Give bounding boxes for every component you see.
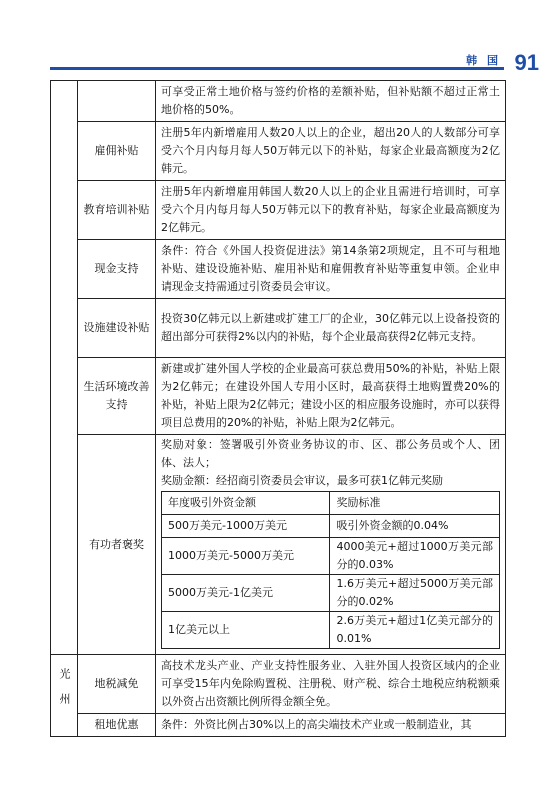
table-row [51,435,506,655]
inner-header-row [162,492,500,515]
award-targets: 奖励对象：签署吸引外资业务协议的市、区、郡公务员或个人、团体、法人； [161,438,500,469]
inner-amount: 1000万美元-5000万美元 [162,538,330,575]
content-cell: 条件：符合《外国人投资促进法》第14条第2项规定，且不可与租地补贴、建设设施补贴、雇用补贴和雇佣教育补贴等重复申领。企业申请现金支持需通过引资委员会审议。 [156,240,506,299]
inner-row [162,538,500,575]
award-amount: 奖励金额：经招商引资委员会审议，最多可获1亿韩元奖励 [161,474,443,487]
table-row [51,81,506,122]
category-cell: 现金支持 [78,240,156,299]
inner-header-amount: 年度吸引外资金额 [162,492,330,515]
inner-row [162,515,500,538]
inner-standard: 2.6万美元+超过1亿美元部分的0.01% [330,612,500,649]
category-cell [78,81,156,122]
page-number: 91 [514,50,539,75]
table-row [51,122,506,181]
award-standard-table [161,491,500,649]
header-rule [50,67,504,70]
inner-amount: 1亿美元以上 [162,612,330,649]
table-row [51,655,506,714]
table-row [51,181,506,240]
inner-amount: 500万美元-1000万美元 [162,515,330,538]
table-row [51,240,506,299]
country-title: 韩 国 [466,54,501,67]
category-cell: 有功者褒奖 [78,435,156,655]
table-row [51,358,506,435]
region-label: 光州 [58,667,71,718]
region-cell [51,655,78,737]
content-cell: 投资30亿韩元以上新建或扩建工厂的企业，30亿韩元以上设备投资的超出部分可获得2%以内的补贴，每个企业最高获得2亿韩元支持。 [156,299,506,358]
content-cell: 条件：外资比例占30%以上的高尖端技术产业或一般制造业，其 [156,714,506,737]
table-row [51,714,506,737]
inner-header-standard: 奖励标准 [330,492,500,515]
inner-standard: 1.6万美元+超过5000万美元部分的0.02% [330,575,500,612]
region-cell-continued [51,81,78,655]
content-cell: 高技术龙头产业、产业支持性服务业、入驻外国人投资区域内的企业可享受15年内免除购置税、注册税、财产税、综合土地税应纳税额乘以外资占出资额比例所得金额全免。 [156,655,506,714]
inner-standard: 4000美元+超过1000万美元部分的0.03% [330,538,500,575]
inner-standard: 吸引外资金额的0.04% [330,515,500,538]
incentive-table [50,80,506,737]
inner-amount: 5000万美元-1亿美元 [162,575,330,612]
inner-row [162,575,500,612]
content-cell: 注册5年内新增雇用韩国人数20人以上的企业且需进行培训时，可享受六个月内每月每人50万韩元以下的教育补贴，每家企业最高额度为2亿韩元。 [156,181,506,240]
inner-row [162,612,500,649]
category-cell: 雇佣补贴 [78,122,156,181]
award-content-cell [156,435,506,655]
page-header [0,0,559,80]
content-cell: 可享受正常土地价格与签约价格的差额补贴，但补贴额不超过正常土地价格的50%。 [156,81,506,122]
category-cell: 地税减免 [78,655,156,714]
category-cell: 教育培训补贴 [78,181,156,240]
table-row [51,299,506,358]
category-cell: 设施建设补贴 [78,299,156,358]
content-cell: 新建或扩建外国人学校的企业最高可获总费用50%的补贴，补贴上限为2亿韩元；在建设外国人专用小区时，最高获得土地购置费20%的补贴，补贴上限为2亿韩元；建设小区的相应服务设施时，亦可以获得项目总费用的20%的补贴，补贴上限为2亿韩元。 [156,358,506,435]
content-cell: 注册5年内新增雇用人数20人以上的企业，超出20人的人数部分可享受六个月内每月每人50万韩元以下的补贴，每家企业最高额度为2亿韩元。 [156,122,506,181]
category-cell: 租地优惠 [78,714,156,737]
category-cell: 生活环境改善支持 [78,358,156,435]
